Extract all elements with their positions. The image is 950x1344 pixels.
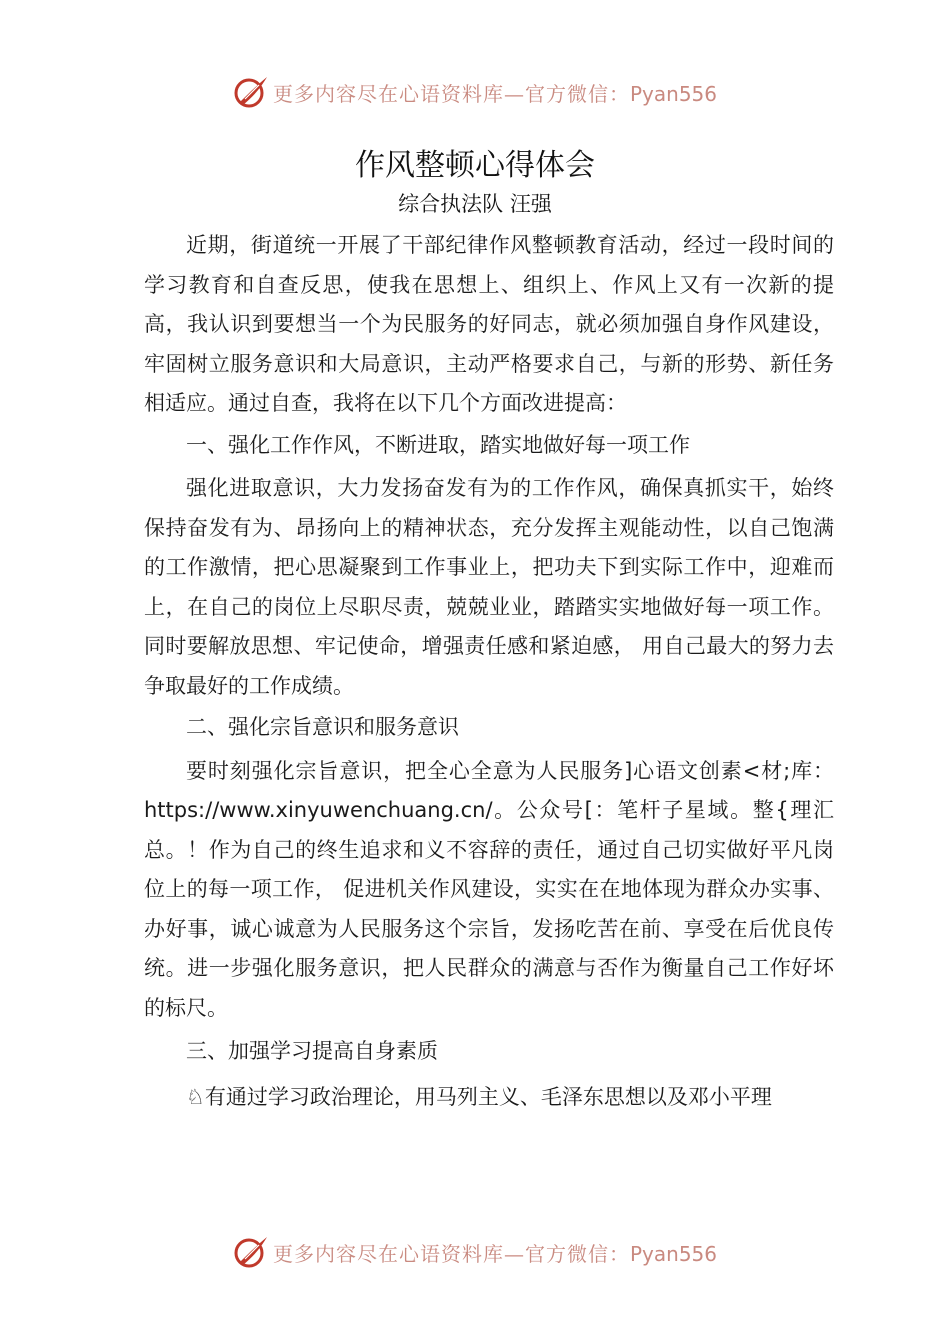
section-heading-1: 一、强化工作作风，不断进取，踏实地做好每一项工作 — [186, 432, 690, 457]
wechat-id: Pyan556 — [629, 1241, 717, 1266]
paragraph-section-2: 要时刻强化宗旨意识，把全心全意为人民服务]心语文创素<材;库：https://www.xinyuwenchuang.cn/。公众号[：笔杆子星域。整{理汇总。！作为自己的终生追求和义不容辞的责任，通过自己切实做好平凡岗位上的每一项工作， 促进机关作风建设，实实在在地体现为群众办实事、办好事，诚心诚意为人民服务这个宗旨，发扬吃苦在前、享受在后优良传统。进一步强化服务意识，把人民群众的满意与否作为衡量自己工作好坏的标尺。 — [144, 758, 834, 1020]
author-line: 综合执法队 汪强 — [398, 192, 552, 216]
wechat-id: Pyan556 — [629, 81, 717, 106]
section-heading-3: 三、加强学习提高自身素质 — [186, 1039, 438, 1063]
quill-logo-icon — [233, 75, 269, 109]
section-heading-2: 二、强化宗旨意识和服务意识 — [186, 715, 459, 739]
footer-watermark — [0, 1232, 950, 1272]
paragraph-intro: 近期，街道统一开展了干部纪律作风整顿教育活动，经过一段时间的学习教育和自查反思，使我在思想上、组织上、作风上又有一次新的提高，我认识到要想当一个为民服务的好同志，就必须加强自身作风建设，牢固树立服务意识和大局意识，主动严格要求自己，与新的形势、新任务相适应。通过自查，我将在以下几个方面改进提高： — [144, 233, 834, 415]
paragraph-section-1: 强化进取意识，大力发扬奋发有为的工作作风，确保真抓实干，始终保持奋发有为、昂扬向上的精神状态，充分发挥主观能动性，以自己饱满的工作激情，把心思凝聚到工作事业上，把功夫下到实际工作中，迎难而上，在自己的岗位上尽职尽责，兢兢业业，踏踏实实地做好每一项工作。同时要解放思想、牢记使命，增强责任感和紧迫感， 用自己最大的努力去争取最好的工作成绩。 — [144, 476, 834, 698]
watermark-text: 更多内容尽在心语资料库—官方微信：Pyan556 — [272, 1241, 717, 1266]
quill-logo-icon — [233, 1235, 269, 1269]
paragraph-section-3: ♘有通过学习政治理论，用马列主义、毛泽东思想以及邓小平理 — [186, 1084, 772, 1109]
header-watermark — [0, 72, 950, 112]
watermark-text: 更多内容尽在心语资料库—官方微信：Pyan556 — [272, 81, 717, 106]
page-title: 作风整顿心得体会 — [355, 148, 595, 183]
document-body — [144, 226, 834, 1117]
